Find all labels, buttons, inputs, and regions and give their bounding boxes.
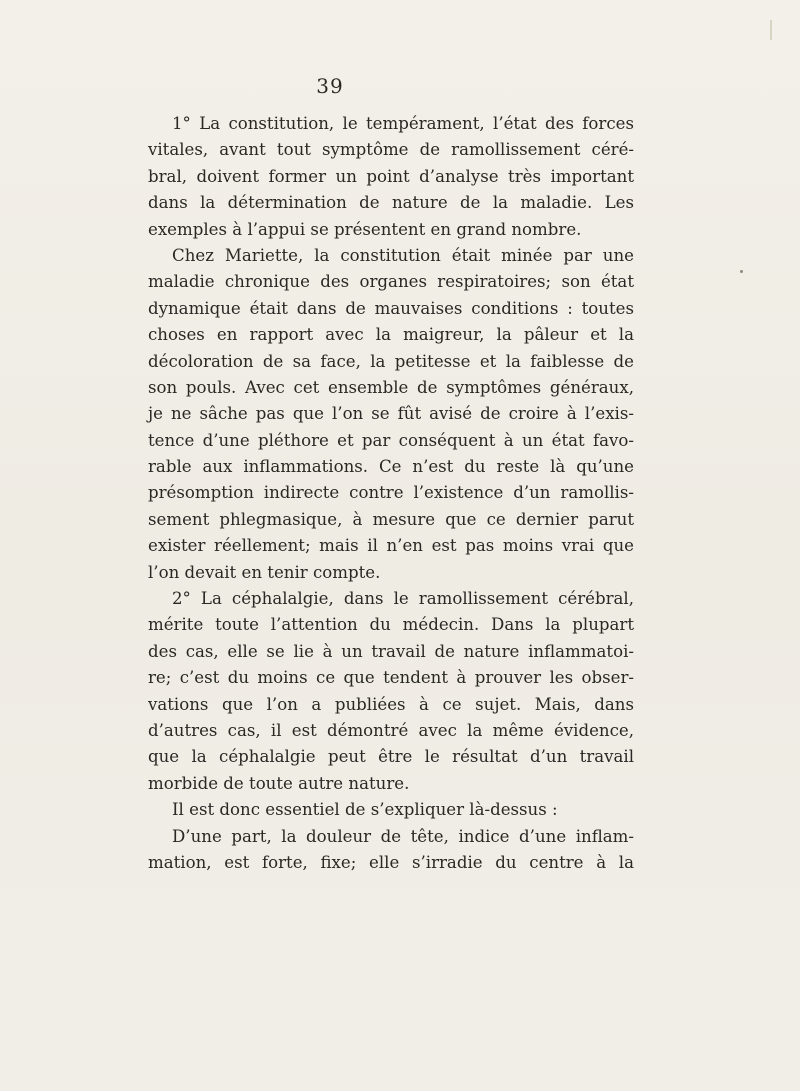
text-line: exister réellement; mais il n’en est pas moins vrai que <box>148 536 634 556</box>
text-line: mérite toute l’attention du médecin. Dans la plupart <box>148 615 634 635</box>
text-line: Chez Mariette, la constitution était minée par une <box>172 245 634 265</box>
text-line: sement phlegmasique, à mesure que ce dernier parut <box>148 509 634 529</box>
text-line: Il est donc essentiel de s’expliquer là-dessus : <box>172 800 558 820</box>
text-line: D’une part, la douleur de tête, indice d’une inflam- <box>172 826 634 846</box>
text-line: son pouls. Avec cet ensemble de symptômes généraux, <box>148 377 634 397</box>
text-line: mation, est forte, fixe; elle s’irradie du centre à la <box>148 852 634 872</box>
text-line: maladie chronique des organes respiratoires; son état <box>148 272 634 292</box>
text-line: morbide de toute autre nature. <box>148 773 410 793</box>
text-line: vations que l’on a publiées à ce sujet. Mais, dans <box>148 694 634 714</box>
text-line: décoloration de sa face, la petitesse et la faiblesse de <box>148 351 634 371</box>
text-line: dynamique était dans de mauvaises conditions : toutes <box>148 298 634 318</box>
text-line: rable aux inflammations. Ce n’est du reste là qu’une <box>148 457 634 477</box>
page-number: 39 <box>316 74 344 98</box>
text-line: l’on devait en tenir compte. <box>148 562 381 582</box>
text-line: vitales, avant tout symptôme de ramollissement céré- <box>148 140 634 160</box>
text-line: des cas, elle se lie à un travail de nature inflammatoi- <box>148 641 634 661</box>
text-line: je ne sâche pas que l’on se fût avisé de croire à l’exis- <box>148 404 634 424</box>
text-line: choses en rapport avec la maigreur, la pâleur et la <box>148 325 634 345</box>
text-line: d’autres cas, il est démontré avec la même évidence, <box>148 720 634 740</box>
text-line: présomption indirecte contre l’existence d’un ramollis- <box>148 483 634 503</box>
text-line: bral, doivent former un point d’analyse très important <box>148 166 634 186</box>
text-line: exemples à l’appui se présentent en grand nombre. <box>148 219 582 239</box>
body-text <box>148 111 634 876</box>
text-line: tence d’une pléthore et par conséquent à un état favo- <box>148 430 634 450</box>
text-line: re; c’est du moins ce que tendent à prouver les obser- <box>148 668 634 688</box>
text-line: 2° La céphalalgie, dans le ramollissement cérébral, <box>172 589 634 609</box>
paper-speck <box>740 270 743 273</box>
paper-stain <box>770 20 772 40</box>
text-line: 1° La constitution, le tempérament, l’état des forces <box>172 114 634 133</box>
text-line: que la céphalalgie peut être le résultat d’un travail <box>148 747 634 767</box>
text-line: dans la détermination de nature de la maladie. Les <box>148 193 634 213</box>
